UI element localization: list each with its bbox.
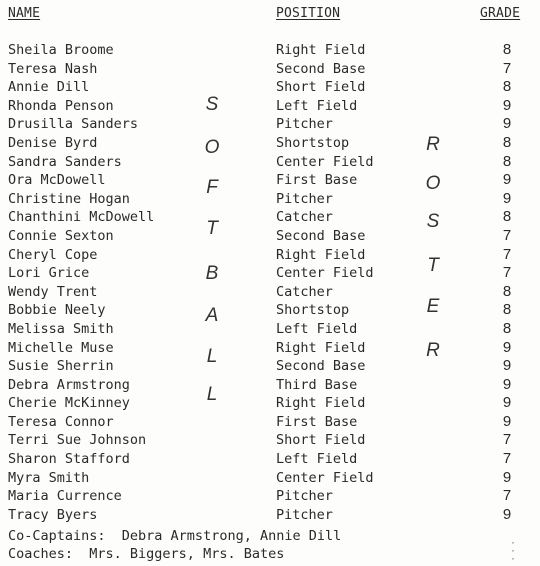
player-name: Debra Armstrong xyxy=(8,376,130,393)
header-position: POSITION xyxy=(276,6,341,21)
player-name: Susie Sherrin xyxy=(8,358,114,375)
roster-row xyxy=(0,413,540,432)
player-position: Second Base xyxy=(276,358,366,375)
roster-row xyxy=(0,320,540,339)
player-position: Pitcher xyxy=(276,488,333,505)
player-position: Pitcher xyxy=(276,116,333,133)
roster-row xyxy=(0,506,540,525)
player-name: Cheryl Cope xyxy=(8,246,98,263)
player-position: Pitcher xyxy=(276,506,333,523)
player-grade: 7 xyxy=(502,450,512,468)
player-name: Melissa Smith xyxy=(8,320,114,337)
player-position: Right Field xyxy=(276,42,366,58)
coaches-line: Coaches: Mrs. Biggers, Mrs. Bates xyxy=(8,546,285,562)
player-grade: 9 xyxy=(502,171,512,189)
handwritten-letter: R xyxy=(426,134,440,155)
handwritten-letter: S xyxy=(426,211,440,232)
player-grade: 9 xyxy=(502,375,512,393)
player-grade: 8 xyxy=(502,319,512,337)
player-grade: 9 xyxy=(502,357,512,375)
player-position: Center Field xyxy=(276,153,374,170)
player-position: Right Field xyxy=(276,246,366,263)
player-grade: 9 xyxy=(502,189,512,207)
player-position: Short Field xyxy=(276,432,366,449)
player-name: Tracy Byers xyxy=(8,506,98,523)
player-grade: 7 xyxy=(502,487,512,505)
roster-row xyxy=(0,190,540,209)
roster-row xyxy=(0,487,540,506)
roster-row xyxy=(0,339,540,358)
player-name: Rhonda Penson xyxy=(8,97,114,114)
player-name: Wendy Trent xyxy=(8,283,98,300)
handwritten-letter: L xyxy=(206,384,218,405)
roster-row xyxy=(0,283,540,302)
player-name: Ora McDowell xyxy=(8,172,106,189)
roster-row xyxy=(0,134,540,153)
player-grade: 7 xyxy=(502,431,512,449)
handwritten-letter: A xyxy=(205,305,219,326)
roster-row xyxy=(0,376,540,395)
roster-row xyxy=(0,115,540,134)
roster-row xyxy=(0,450,540,469)
player-grade: 8 xyxy=(502,133,512,151)
player-position: Shortstop xyxy=(276,134,350,151)
player-grade: 9 xyxy=(502,115,512,133)
roster-row xyxy=(0,78,540,97)
player-name: Terri Sue Johnson xyxy=(8,432,147,449)
player-grade: 9 xyxy=(502,394,512,412)
player-position: Left Field xyxy=(276,320,358,337)
player-name: Annie Dill xyxy=(8,79,90,96)
player-name: Lori Grice xyxy=(8,265,90,282)
player-name: Sandra Sanders xyxy=(8,153,122,170)
player-grade: 7 xyxy=(502,59,512,77)
player-position: First Base xyxy=(276,413,358,430)
player-name: Myra Smith xyxy=(8,469,90,486)
player-position: Short Field xyxy=(276,79,366,96)
player-grade: 8 xyxy=(502,152,512,170)
co-captains-line: Co-Captains: Debra Armstrong, Annie Dill xyxy=(8,528,342,544)
handwritten-letter: S xyxy=(205,94,219,115)
roster-row xyxy=(0,246,540,265)
player-position: Pitcher xyxy=(276,190,333,207)
player-position: Catcher xyxy=(276,283,333,300)
player-position: Second Base xyxy=(276,60,366,77)
player-grade: 9 xyxy=(502,468,512,486)
roster-row xyxy=(0,97,540,116)
player-position: Third Base xyxy=(276,376,358,393)
roster-row xyxy=(0,227,540,246)
player-name: Chanthini McDowell xyxy=(8,209,155,226)
handwritten-letter: O xyxy=(425,173,441,194)
handwritten-letter: E xyxy=(426,296,440,317)
player-position: Right Field xyxy=(276,395,366,412)
roster-row xyxy=(0,301,540,320)
roster-row xyxy=(0,60,540,79)
player-grade: 9 xyxy=(502,505,512,523)
roster-row xyxy=(0,153,540,172)
player-name: Michelle Muse xyxy=(8,339,114,356)
player-grade: 7 xyxy=(502,226,512,244)
player-position: Right Field xyxy=(276,339,366,356)
player-position: Shortstop xyxy=(276,302,350,319)
player-grade: 8 xyxy=(502,301,512,319)
player-position: Catcher xyxy=(276,209,333,226)
player-grade: 8 xyxy=(502,208,512,226)
roster-row xyxy=(0,171,540,190)
roster-row xyxy=(0,357,540,376)
handwritten-letter: B xyxy=(205,263,219,284)
player-position: Center Field xyxy=(276,265,374,282)
handwritten-letter: F xyxy=(206,177,218,198)
roster-row xyxy=(0,264,540,283)
player-name: Christine Hogan xyxy=(8,190,130,207)
stray-marks: · · · xyxy=(510,538,517,565)
player-name: Cherie McKinney xyxy=(8,395,130,412)
handwritten-letter: L xyxy=(206,346,218,367)
player-name: Teresa Nash xyxy=(8,60,98,77)
player-name: Bobbie Neely xyxy=(8,302,106,319)
roster-row xyxy=(0,431,540,450)
player-grade: 7 xyxy=(502,245,512,263)
player-position: Left Field xyxy=(276,97,358,114)
player-name: Sheila Broome xyxy=(8,42,114,58)
player-position: Second Base xyxy=(276,227,366,244)
roster-table xyxy=(0,41,540,524)
header-grade: GRADE xyxy=(480,6,521,21)
player-grade: 9 xyxy=(502,338,512,356)
player-position: Center Field xyxy=(276,469,374,486)
handwritten-letter: T xyxy=(206,218,218,239)
header-name: NAME xyxy=(8,6,41,21)
roster-row xyxy=(0,394,540,413)
player-grade: 9 xyxy=(502,96,512,114)
player-grade: 8 xyxy=(502,41,512,58)
roster-row xyxy=(0,208,540,227)
player-position: Left Field xyxy=(276,451,358,468)
handwritten-letter: R xyxy=(426,340,440,361)
player-name: Connie Sexton xyxy=(8,227,114,244)
player-grade: 9 xyxy=(502,412,512,430)
player-name: Sharon Stafford xyxy=(8,451,130,468)
player-name: Drusilla Sanders xyxy=(8,116,139,133)
roster-row xyxy=(0,41,540,60)
player-grade: 8 xyxy=(502,78,512,96)
player-name: Maria Currence xyxy=(8,488,122,505)
player-name: Denise Byrd xyxy=(8,134,98,151)
player-position: First Base xyxy=(276,172,358,189)
player-name: Teresa Connor xyxy=(8,413,114,430)
player-grade: 8 xyxy=(502,282,512,300)
handwritten-letter: O xyxy=(204,137,220,158)
handwritten-letter: T xyxy=(427,255,439,276)
roster-row xyxy=(0,469,540,488)
player-grade: 7 xyxy=(502,264,512,282)
